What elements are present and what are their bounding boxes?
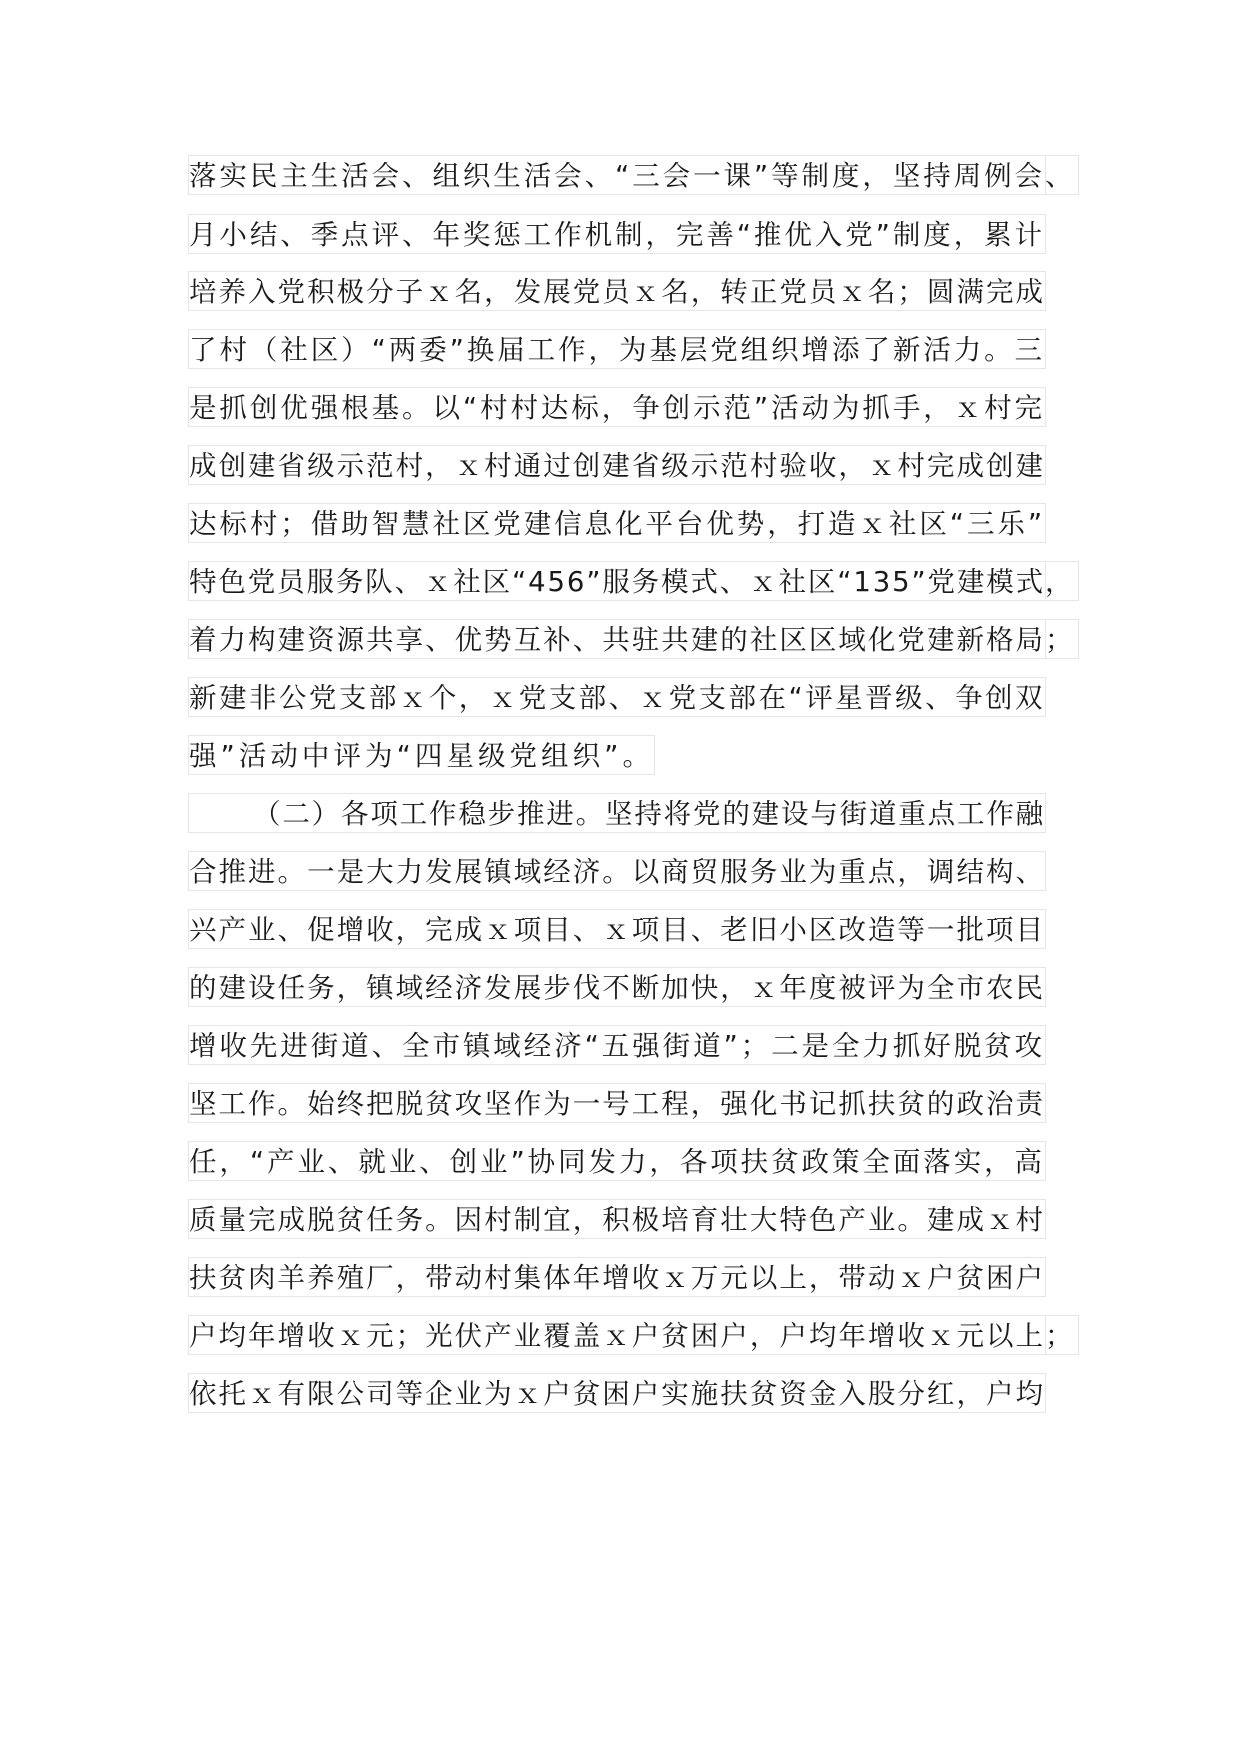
text-line-content: 了村（社区）“两委”换届工作，为基层党组织增添了新活力。三 xyxy=(189,334,1045,366)
text-line-content: 合推进。一是大力发展镇域经济。以商贸服务业为重点，调结构、 xyxy=(189,856,1045,888)
text-line-content: 兴产业、促增收，完成ｘ项目、ｘ项目、老旧小区改造等一批项目 xyxy=(189,914,1045,946)
text-line xyxy=(188,214,1046,254)
text-line-content: 强”活动中评为“四星级党组织”。 xyxy=(189,740,654,772)
line-tail: ， xyxy=(1045,561,1079,601)
text-line xyxy=(188,1083,1046,1123)
text-line xyxy=(188,1373,1046,1413)
text-line-content: 质量完成脱贫任务。因村制宜，积极培育壮大特色产业。建成ｘ村 xyxy=(189,1204,1045,1236)
text-line xyxy=(188,619,1046,659)
text-line xyxy=(188,445,1046,485)
text-line-content: 成创建省级示范村，ｘ村通过创建省级示范村验收，ｘ村完成创建 xyxy=(189,450,1045,482)
text-line-content: 是抓创优强根基。以“村村达标，争创示范”活动为抓手，ｘ村完 xyxy=(189,392,1045,424)
text-line-content: 特色党员服务队、ｘ社区“456”服务模式、ｘ社区“135”党建模式 xyxy=(189,566,1045,598)
text-line xyxy=(188,735,655,775)
text-line-content: 新建非公党支部ｘ个，ｘ党支部、ｘ党支部在“评星晋级、争创双 xyxy=(189,682,1045,714)
text-line xyxy=(188,503,1046,543)
line-tail: ； xyxy=(1045,1315,1079,1355)
text-line xyxy=(188,387,1046,427)
line-tail: ； xyxy=(1045,619,1079,659)
text-line-content: 着力构建资源共享、优势互补、共驻共建的社区区域化党建新格局 xyxy=(189,624,1045,656)
text-line xyxy=(188,851,1046,891)
text-line xyxy=(188,155,1046,195)
text-line-content: 月小结、季点评、年奖惩工作机制，完善“推优入党”制度，累计 xyxy=(189,219,1045,251)
line-tail: 、 xyxy=(1045,155,1079,195)
text-line xyxy=(188,967,1046,1007)
text-line-content: 依托ｘ有限公司等企业为ｘ户贫困户实施扶贫资金入股分红，户均 xyxy=(189,1378,1045,1410)
text-line xyxy=(188,271,1046,311)
text-line-content: 培养入党积极分子ｘ名，发展党员ｘ名，转正党员ｘ名；圆满完成 xyxy=(189,276,1045,308)
text-line-content: 增收先进街道、全市镇域经济“五强街道”；二是全力抓好脱贫攻 xyxy=(189,1030,1045,1062)
text-line xyxy=(188,1257,1046,1297)
text-line xyxy=(188,1315,1046,1355)
text-line-content: 达标村；借助智慧社区党建信息化平台优势，打造ｘ社区“三乐” xyxy=(189,508,1045,540)
text-line-content: 坚工作。始终把脱贫攻坚作为一号工程，强化书记抓扶贫的政治责 xyxy=(189,1088,1045,1120)
text-line xyxy=(188,1141,1046,1181)
text-line xyxy=(188,329,1046,369)
text-line-content: （二）各项工作稳步推进。坚持将党的建设与街道重点工作融 xyxy=(253,798,1045,830)
text-line xyxy=(188,909,1046,949)
text-line-content: 户均年增收ｘ元；光伏产业覆盖ｘ户贫困户，户均年增收ｘ元以上 xyxy=(189,1320,1045,1352)
text-line xyxy=(188,1025,1046,1065)
text-line xyxy=(188,561,1046,601)
text-line-content: 扶贫肉羊养殖厂，带动村集体年增收ｘ万元以上，带动ｘ户贫困户 xyxy=(189,1262,1045,1294)
text-line-content: 任，“产业、就业、创业”协同发力，各项扶贫政策全面落实，高 xyxy=(189,1146,1045,1178)
text-line xyxy=(188,793,1046,833)
text-line-content: 落实民主生活会、组织生活会、“三会一课”等制度，坚持周例会 xyxy=(189,160,1045,192)
text-line-content: 的建设任务，镇域经济发展步伐不断加快，ｘ年度被评为全市农民 xyxy=(189,972,1045,1004)
text-line xyxy=(188,1199,1046,1239)
text-line xyxy=(188,677,1046,717)
